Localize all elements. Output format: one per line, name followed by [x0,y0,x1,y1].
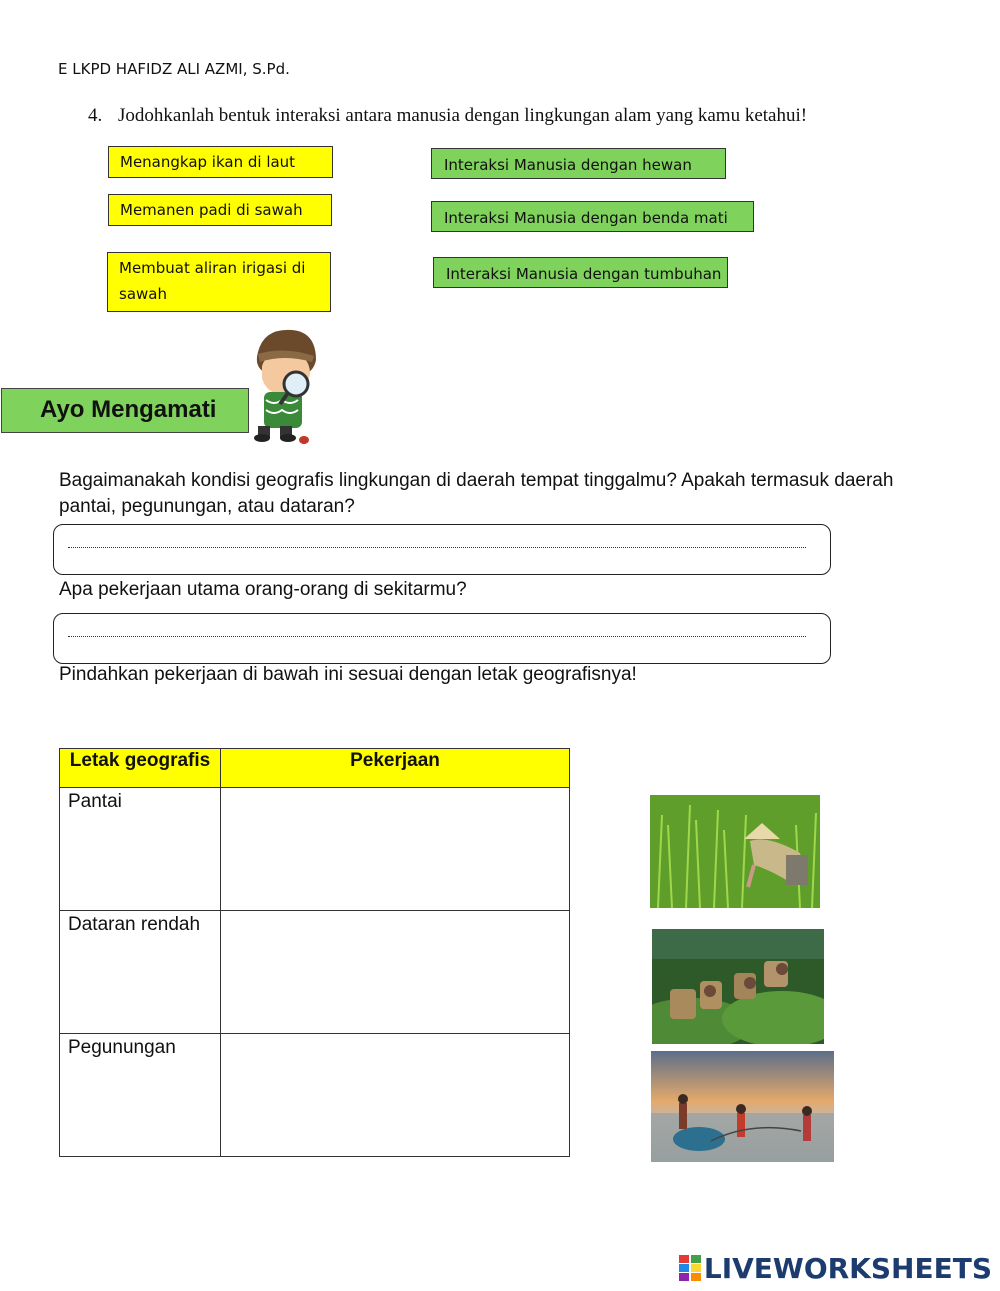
tea-plantation-image [652,929,824,1044]
question-number: 4. [88,105,103,126]
match-target-hewan[interactable]: Interaksi Manusia dengan hewan [431,148,726,179]
answer-field-geografis[interactable] [53,524,831,575]
section-title: Ayo Mengamati [1,388,249,433]
row-label-pantai: Pantai [60,788,221,911]
table-row [60,1034,570,1157]
rice-field-image [650,795,820,908]
dotted-line [68,547,806,548]
question-pekerjaan: Apa pekerjaan utama orang-orang di sekitarmu? [59,579,467,600]
geography-table [59,748,570,1157]
photo-tea-pickers[interactable] [652,929,824,1044]
question-4 [88,105,807,127]
question-geografis: Bagaimanakah kondisi geografis lingkungan di daerah tempat tinggalmu? Apakah termasuk daerah pantai, pegunungan, atau dataran? [59,470,894,517]
brand-text: LIVEWORKSHEETS [703,1252,992,1285]
header-letak-geografis: Letak geografis [60,749,221,788]
match-item-irigasi[interactable]: Membuat aliran irigasi di sawah [107,252,331,312]
answer-field-pekerjaan[interactable] [53,613,831,664]
match-item-menangkap-ikan[interactable]: Menangkap ikan di laut [108,146,333,178]
question-text: Jodohkanlah bentuk interaksi antara manusia dengan lingkungan alam yang kamu ketahui! [118,105,808,126]
row-label-dataran-rendah: Dataran rendah [60,911,221,1034]
match-target-tumbuhan[interactable]: Interaksi Manusia dengan tumbuhan [433,257,728,288]
detective-character-icon [244,326,330,448]
beach-fishermen-image [651,1051,834,1162]
table-row [60,788,570,911]
drop-zone-pantai[interactable] [221,788,570,911]
liveworksheets-logo [679,1252,992,1285]
match-target-benda-mati[interactable]: Interaksi Manusia dengan benda mati [431,201,754,232]
photo-rice-farmer[interactable] [650,795,820,908]
photo-fishermen-beach[interactable] [651,1051,834,1162]
header-pekerjaan: Pekerjaan [221,749,570,788]
row-label-pegunungan: Pegunungan [60,1034,221,1157]
dotted-line [68,636,806,637]
liveworksheets-logo-icon [679,1255,701,1281]
match-item-memanen-padi[interactable]: Memanen padi di sawah [108,194,332,226]
page-header: E LKPD HAFIDZ ALI AZMI, S.Pd. [58,60,290,78]
table-row [60,911,570,1034]
instruction-text: Pindahkan pekerjaan di bawah ini sesuai dengan letak geografisnya! [59,664,637,685]
drop-zone-dataran-rendah[interactable] [221,911,570,1034]
drop-zone-pegunungan[interactable] [221,1034,570,1157]
table-header-row [60,749,570,788]
